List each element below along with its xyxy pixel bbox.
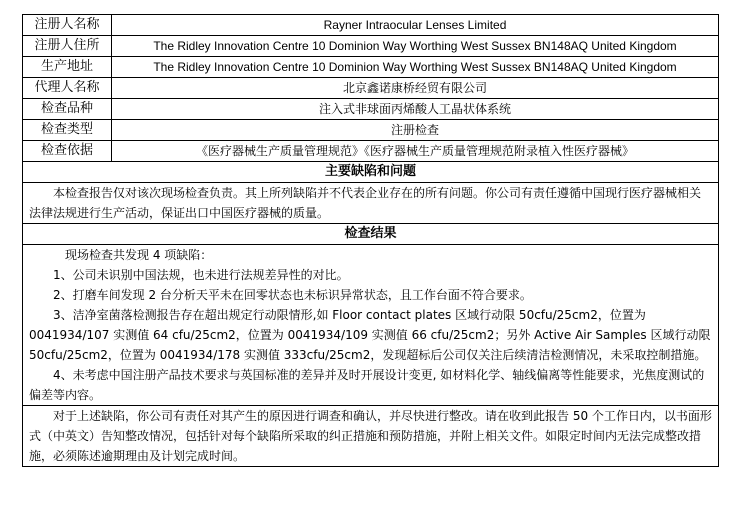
finding-item-1: 1、公司未识别中国法规，也未进行法规差异性的对比。: [53, 268, 349, 282]
info-row-registrant-name: [23, 15, 719, 36]
row-label: 注册人名称: [23, 15, 112, 36]
row-label: 检查依据: [23, 141, 112, 162]
info-row-production-address: [23, 57, 719, 78]
row-value: 注册检查: [112, 120, 719, 141]
row-label: 注册人住所: [23, 36, 112, 57]
findings-intro: 现场检查共发现 4 项缺陷：: [65, 248, 213, 262]
row-value: 《医疗器械生产质量管理规范》《医疗器械生产质量管理规范附录植入性医疗器械》: [112, 141, 719, 162]
section-main-defects-header: [23, 162, 719, 183]
row-label: 生产地址: [23, 57, 112, 78]
section-closing: [23, 406, 719, 467]
row-label: 代理人名称: [23, 78, 112, 99]
row-label: 检查品种: [23, 99, 112, 120]
row-value: 北京鑫诺康桥经贸有限公司: [112, 78, 719, 99]
row-value: 注入式非球面丙烯酸人工晶状体系统: [112, 99, 719, 120]
info-row-agent-name: [23, 78, 719, 99]
info-row-inspection-type: [23, 120, 719, 141]
inspection-report-table: [22, 14, 719, 467]
section-title: 检查结果: [23, 224, 719, 245]
info-row-product-type: [23, 99, 719, 120]
finding-item-2: 2、打磨车间发现 2 台分析天平未在回零状态也未标识异常状态，且工作台面不符合要求。: [53, 288, 532, 302]
row-value: Rayner Intraocular Lenses Limited: [112, 15, 719, 36]
closing-paragraph: 对于上述缺陷，你公司有责任对其产生的原因进行调查和确认，并尽快进行整改。请在收到此报告 50 个工作日内，以书面形式（中英文）告知整改情况，包括针对每个缺陷所采取的纠正措施和预防措施，并附上相关文件。如限定时间内无法完成整改措施，必须陈述逾期理由及计划完成时间。: [29, 409, 712, 463]
inspection-report-sheet: [22, 14, 719, 467]
row-value: The Ridley Innovation Centre 10 Dominion Way Worthing West Sussex BN148AQ United Kingdom: [112, 36, 719, 57]
finding-item-4: 4、未考虑中国注册产品技术要求与英国标准的差异并及时开展设计变更, 如材料化学、轴线偏离等性能要求，光焦度测试的偏差等内容。: [29, 368, 705, 402]
section-results-header: [23, 224, 719, 245]
info-row-inspection-basis: [23, 141, 719, 162]
disclaimer-paragraph: 本检查报告仅对该次现场检查负责。其上所列缺陷并不代表企业存在的所有问题。你公司有责任遵循中国现行医疗器械相关法律法规进行生产活动，保证出口中国医疗器械的质量。: [29, 186, 702, 220]
finding-item-3: 3、洁净室菌落检测报告存在超出规定行动限情形,如 Floor contact plates 区域行动限 50cfu/25cm2，位置为 0041934/107 实测值 64 cfu/25cm2，位置为 0041934/109 实测值 66 cfu/25cm2；另外 Active Air Samples 区域行动限 50cfu/25cm2，位置为 0041934/178 实测值 333cfu/25cm2，发现超标后公司仅关注后续清洁检测情况，未采取控制措施。: [29, 308, 711, 362]
section-main-defects-body: [23, 183, 719, 224]
info-row-registrant-address: [23, 36, 719, 57]
row-value: The Ridley Innovation Centre 10 Dominion Way Worthing West Sussex BN148AQ United Kingdom: [112, 57, 719, 78]
section-results-body: [23, 245, 719, 406]
row-label: 检查类型: [23, 120, 112, 141]
section-title: 主要缺陷和问题: [23, 162, 719, 183]
